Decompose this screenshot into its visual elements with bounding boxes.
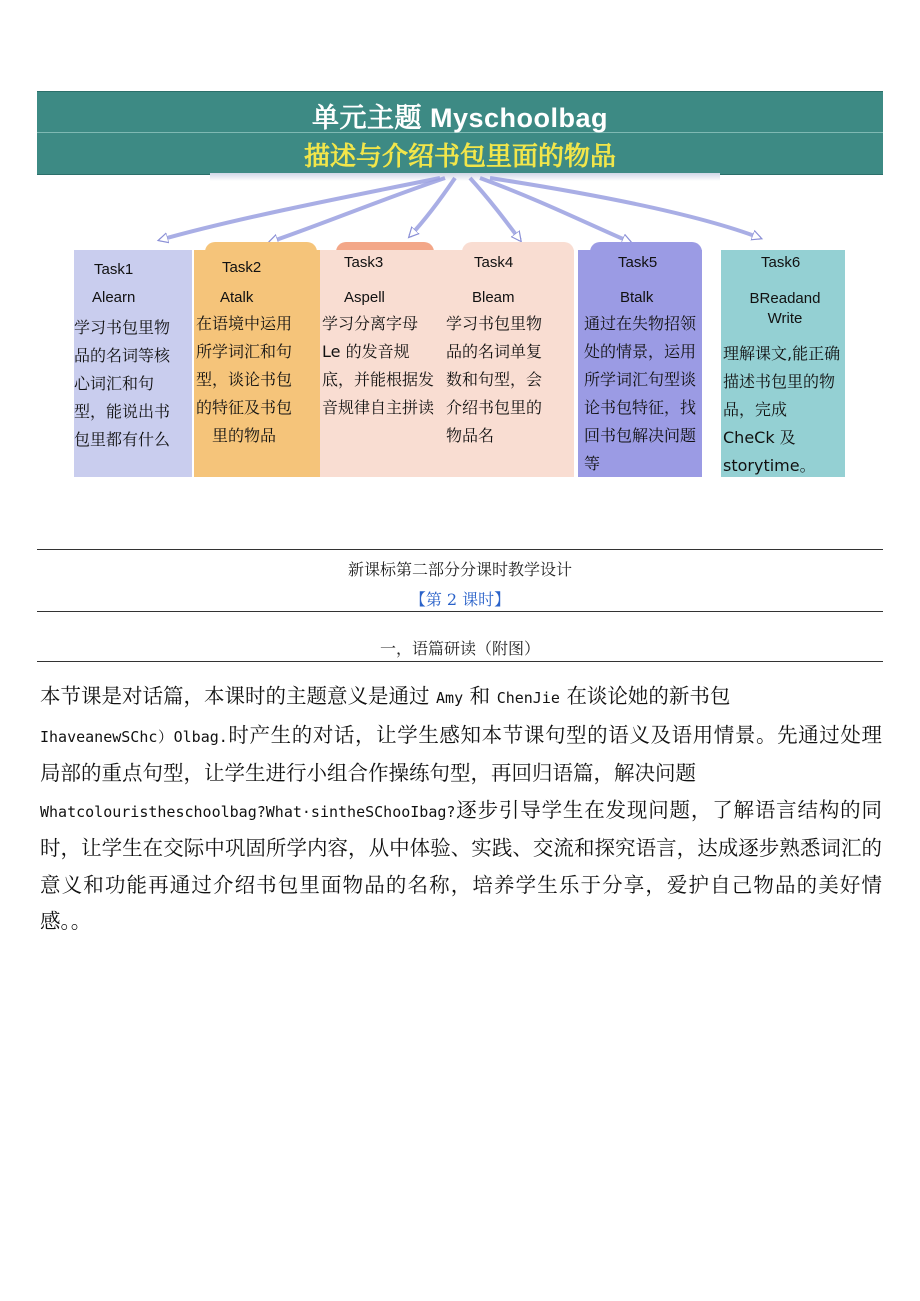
- task6-description: 理解课文,能正确描述书包里的物品，完成 CheCk 及 storytime。: [723, 344, 841, 475]
- task-card-2: [194, 250, 320, 477]
- task5-type: Btalk: [620, 289, 654, 306]
- task5-description: 通过在失物招领处的情景，运用所学词汇句型谈论书包特征，找回书包解决问题等: [584, 314, 697, 473]
- task3-description: 学习分离字母 Le 的发音规底，并能根据发音规律自主拼读: [322, 314, 435, 417]
- rule-bottom: [37, 661, 883, 662]
- task-card-3: [320, 250, 446, 477]
- task2-description: 在语境中运用所学词汇和句型，谈论书包的特征及书包里的物品: [195, 314, 292, 445]
- section-heading: 一，语篇研读（附图）: [379, 639, 540, 658]
- arrow-task4: [470, 178, 520, 240]
- banner-title: 单元主题 Myschoolbag: [311, 103, 609, 133]
- english-sentence-1: IhaveanewSChc）Olbag.: [40, 727, 228, 746]
- english-sentence-2: Whatcolouristheschoolbag?What·sintheSChooIbag?: [40, 802, 456, 821]
- task1-description: 学习书包里物品的名词等核心词汇和句型，能说出书包里都有什么: [74, 318, 171, 449]
- para-part-1: 本节课是对话篇，本课时的主题意义是通过: [40, 684, 430, 708]
- task1-name: Task1: [94, 261, 134, 278]
- lesson-number: 【第 2 课时】: [409, 590, 511, 609]
- task6-type: BReadand Write: [749, 290, 821, 327]
- text-study-paragraph: [40, 678, 882, 940]
- task4-description: 学习书包里物品的名词单复数和句型，会介绍书包里的物品名: [446, 314, 543, 445]
- task3-name: Task3: [344, 254, 384, 271]
- design-header: 新课标第二部分分课时教学设计: [347, 560, 572, 579]
- task5-name: Task5: [618, 254, 658, 271]
- para-part-4: 时产生的对话，让学生感知本节课句型的语义及语用情景。先通过处理局部的重点句型，让学生进行小组合作操练句型，再回归语篇，解决问题: [40, 722, 882, 785]
- task2-name: Task2: [222, 259, 262, 276]
- para-part-2: 和: [469, 684, 491, 708]
- task4-name: Task4: [474, 254, 514, 271]
- rule-top: [37, 549, 883, 550]
- arrow-task6: [490, 178, 760, 238]
- task4-type: Bleam: [472, 289, 515, 306]
- arrow-task2: [270, 178, 445, 242]
- para-part-3: 在谈论她的新书包: [566, 684, 731, 708]
- task3-type: Aspell: [344, 289, 385, 306]
- rule-middle: [37, 611, 883, 612]
- task-arrows: [0, 0, 920, 260]
- name-chenjie: ChenJie: [496, 689, 560, 707]
- para-part-5: 逐步引导学生在发现问题，了解语言结构的同时，让学生在交际中巩固所学内容，从中体验、实践、交流和探究语言，达成逐步熟悉词汇的意义和功能再通过介绍书包里面物品的名称，培养学生乐于分享，爱护自己物品的美好情感。。: [40, 797, 882, 933]
- name-amy: Amy: [436, 689, 464, 707]
- task2-type: Atalk: [220, 289, 254, 306]
- banner-subtitle: 描述与介绍书包里面的物品: [303, 142, 616, 172]
- task-card-1: [74, 250, 192, 477]
- task-card-5: [578, 250, 702, 477]
- task1-type: Alearn: [92, 289, 136, 306]
- task-card-4: [446, 250, 574, 477]
- task-card-6: [721, 250, 845, 477]
- task6-name: Task6: [761, 254, 801, 271]
